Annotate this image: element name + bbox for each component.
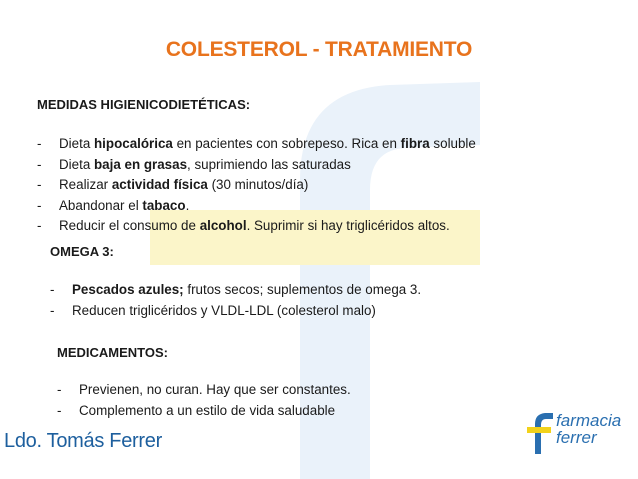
bold-text: alcohol — [199, 218, 247, 233]
text: . — [185, 197, 190, 213]
text: Abandonar el — [59, 197, 143, 213]
farmacia-ferrer-logo — [526, 410, 636, 458]
text: Complemento a un estilo de vida saludable — [79, 402, 336, 418]
medidas-item — [37, 134, 476, 155]
text: Dieta — [59, 136, 94, 151]
text: soluble — [429, 136, 476, 151]
bullet-dash: - — [37, 136, 42, 151]
text: Reducir el consumo de — [59, 218, 200, 233]
text: . Suprimir si hay triglicéridos altos. — [246, 218, 450, 233]
bullet-dash: - — [57, 382, 62, 397]
text: (30 minutos/día) — [207, 177, 309, 192]
farmacia-ferrer-f-logo-icon — [526, 410, 554, 454]
bold-text: actividad física — [111, 177, 208, 192]
bold-text: hipocalórica — [93, 136, 173, 151]
text: Dieta — [59, 156, 94, 172]
medidas-item — [37, 196, 476, 217]
bullet-dash: - — [50, 302, 55, 318]
logo-line2: ferrer — [556, 428, 597, 447]
medicamentos-item — [57, 401, 351, 422]
bullet-dash: - — [57, 402, 62, 418]
bullet-dash: - — [50, 282, 55, 297]
bold-text: Pescados azules; — [72, 282, 184, 297]
medicamentos-heading: MEDICAMENTOS: — [57, 345, 168, 360]
medidas-item — [37, 216, 476, 237]
medicamentos-item — [57, 380, 351, 401]
bold-text: fibra — [400, 136, 430, 151]
medidas-item — [37, 175, 476, 196]
omega-item — [50, 301, 421, 322]
medicamentos-list — [57, 380, 351, 421]
bullet-dash: - — [37, 177, 42, 192]
text: Realizar — [59, 177, 112, 192]
bullet-dash: - — [37, 197, 42, 213]
text: Previenen, no curan. Hay que ser constantes. — [79, 382, 351, 397]
medidas-list — [37, 134, 476, 237]
slide-title: COLESTEROL - TRATAMIENTO — [165, 38, 473, 61]
text: , suprimiendo las saturadas — [187, 156, 351, 172]
omega-heading: OMEGA 3: — [50, 244, 114, 259]
text: frutos secos; suplementos de omega 3. — [183, 282, 422, 297]
omega-list — [50, 280, 421, 321]
medidas-heading: MEDIDAS HIGIENICODIETÉTICAS: — [37, 97, 251, 112]
medidas-item — [37, 155, 476, 176]
author-name: Ldo. Tomás Ferrer — [4, 430, 162, 452]
logo-text — [556, 412, 621, 446]
bold-text: tabaco — [142, 197, 186, 213]
bullet-dash: - — [37, 156, 42, 172]
bold-text: baja en grasas — [93, 156, 188, 172]
text: en pacientes con sobrepeso. Rica en — [172, 136, 401, 151]
bullet-dash: - — [37, 218, 42, 233]
text: Reducen triglicéridos y VLDL-LDL (colesterol malo) — [72, 302, 376, 318]
logo-line1: farmacia — [556, 411, 622, 430]
omega-item — [50, 280, 421, 301]
